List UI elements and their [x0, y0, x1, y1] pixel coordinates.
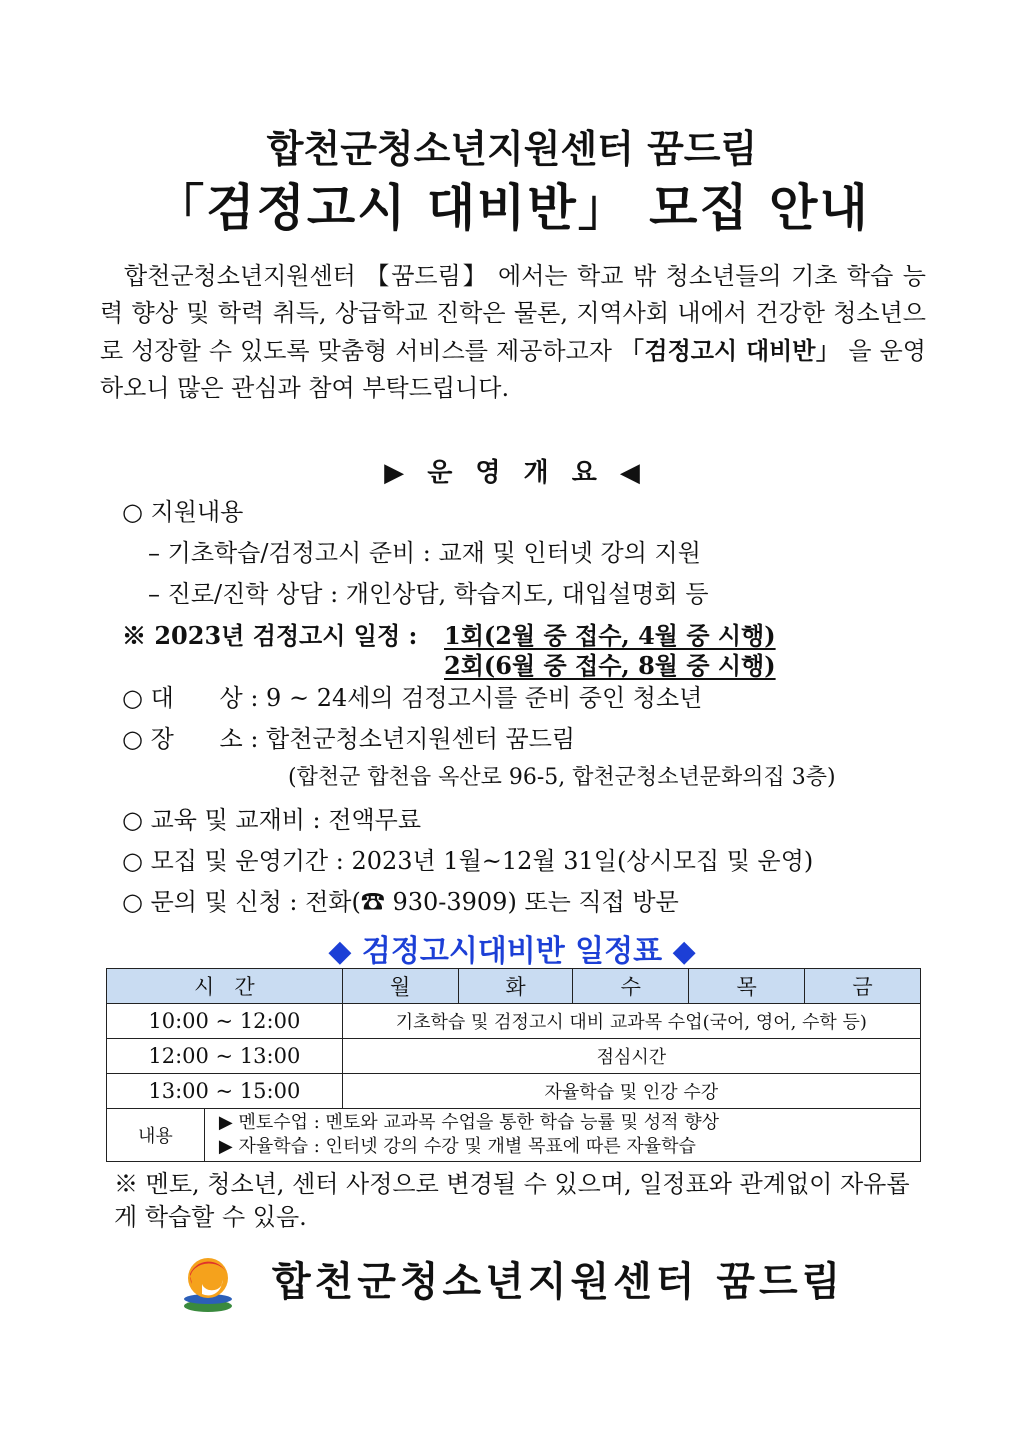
page-title: 「검정고시 대비반」 모집 안내	[154, 179, 870, 237]
intro-text-after: 을 운영하오니 많은 관심과 참여 부탁드립니다.	[100, 337, 926, 402]
header-wed: 수	[573, 969, 689, 1004]
overview-heading: ▶ 운 영 개 요 ◀	[384, 458, 640, 488]
intro-text-before: 합천군청소년지원센터 【꿈드림】 에서는 학교 밖 청소년들의 기초 학습 능력 향상 및 학력 취득, 상급학교 진학은 물론, 지역사회 내에서 건강한 청소년으로 성장할 수 있도록 맞춤형 서비스를 제공하고자	[100, 262, 926, 365]
address-line: (합천군 합천읍 옥산로 96-5, 합천군청소년문화의집 3층)	[288, 765, 836, 790]
support-label: ○ 지원내용	[122, 498, 244, 526]
activity-cell: 점심시간	[342, 1039, 920, 1074]
intro-paragraph	[100, 258, 926, 407]
org-title: 합천군청소년지원센터 꿈드림	[266, 127, 758, 171]
header-mon: 월	[342, 969, 458, 1004]
target-line: ○ 대 상 : 9 ~ 24세의 검정고시를 준비 중인 청소년	[122, 684, 703, 712]
time-cell: 12:00 ~ 13:00	[107, 1039, 343, 1074]
content-label-cell: 내용	[107, 1109, 205, 1162]
intro-program-name: 「검정고시 대비반」	[620, 336, 841, 365]
table-row	[107, 1039, 921, 1074]
exam-schedule-label: ※ 2023년 검정고시 일정 :	[122, 621, 418, 650]
activity-cell: 자율학습 및 인강 수강	[342, 1074, 920, 1109]
table-content-row	[107, 1109, 921, 1162]
exam-round-1: 1회(2월 중 접수, 4월 중 시행)	[444, 621, 776, 650]
activity-cell: 기초학습 및 검정고시 대비 교과목 수업(국어, 영어, 수학 등)	[342, 1004, 920, 1039]
content-cell	[204, 1109, 920, 1162]
content-line-selfstudy: ▶ 자율학습 : 인터넷 강의 수강 및 개별 목표에 따른 자율학습	[218, 1136, 696, 1157]
header-tue: 화	[458, 969, 573, 1004]
support-item-basic: – 기초학습/검정고시 준비 : 교재 및 인터넷 강의 지원	[148, 539, 701, 567]
time-cell: 13:00 ~ 15:00	[107, 1074, 343, 1109]
period-line: ○ 모집 및 운영기간 : 2023년 1월~12월 31일(상시모집 및 운영)	[122, 847, 814, 875]
schedule-title: ◆ 검정고시대비반 일정표 ◆	[328, 934, 696, 969]
fee-line: ○ 교육 및 교재비 : 전액무료	[122, 806, 422, 834]
table-header-row	[107, 969, 921, 1004]
note-text: ※ 멘토, 청소년, 센터 사정으로 변경될 수 있으며, 일정표와 관계없이 자유롭게 학습할 수 있음.	[114, 1170, 910, 1231]
exam-round-2: 2회(6월 중 접수, 8월 중 시행)	[444, 651, 776, 680]
table-row	[107, 1004, 921, 1039]
time-cell: 10:00 ~ 12:00	[107, 1004, 343, 1039]
place-line: ○ 장 소 : 합천군청소년지원센터 꿈드림	[122, 725, 576, 753]
content-line-mentor: ▶ 멘토수업 : 멘토와 교과목 수업을 통한 학습 능률 및 성적 향상	[218, 1112, 720, 1133]
header-fri: 금	[805, 969, 921, 1004]
schedule-table	[106, 968, 921, 1162]
dreamdrim-logo-icon	[178, 1254, 238, 1314]
header-thu: 목	[689, 969, 805, 1004]
contact-line: ○ 문의 및 신청 : 전화(☎ 930-3909) 또는 직접 방문	[122, 888, 679, 916]
table-row	[107, 1074, 921, 1109]
footer-org-name: 합천군청소년지원센터 꿈드림	[272, 1259, 845, 1305]
header-time: 시 간	[107, 969, 343, 1004]
support-item-career: – 진로/진학 상담 : 개인상담, 학습지도, 대입설명회 등	[148, 580, 709, 608]
